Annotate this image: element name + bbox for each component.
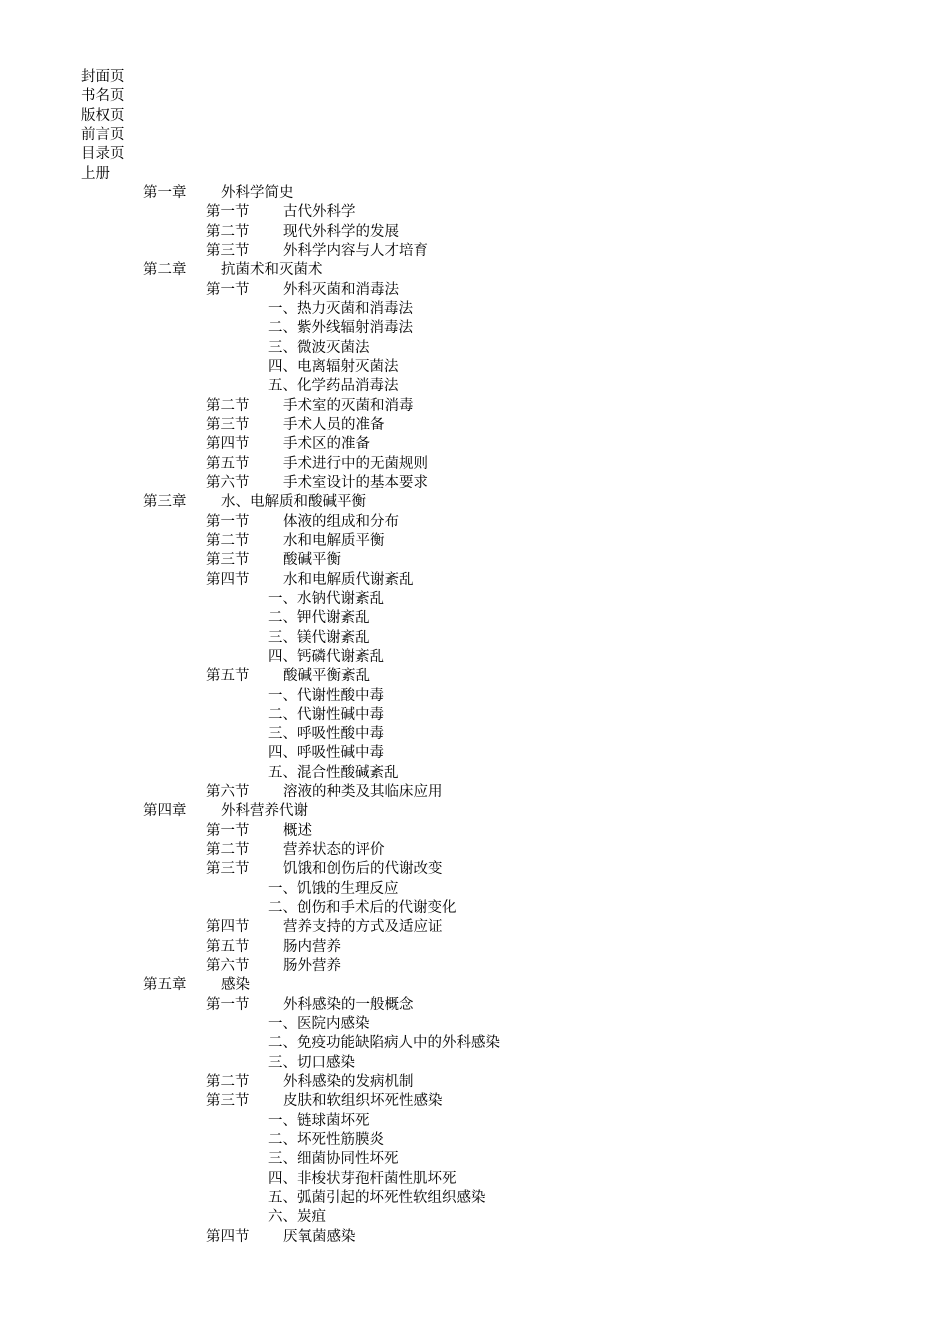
toc-title: 三、呼吸性酸中毒 xyxy=(268,726,384,743)
toc-chapter[interactable] xyxy=(0,261,950,280)
toc-number: 第六节 xyxy=(206,958,250,975)
toc-title: 水和电解质代谢紊乱 xyxy=(283,571,414,588)
toc-front-item[interactable] xyxy=(0,145,950,164)
toc-number: 第二节 xyxy=(206,1074,250,1091)
toc-subsection[interactable] xyxy=(0,648,950,667)
toc-subsection[interactable] xyxy=(0,725,950,744)
toc-subsection[interactable] xyxy=(0,1189,950,1208)
toc-number: 第三节 xyxy=(206,1093,250,1110)
toc-title: 皮肤和软组织坏死性感染 xyxy=(283,1093,443,1110)
toc-section[interactable] xyxy=(0,783,950,802)
toc-title: 现代外科学的发展 xyxy=(283,223,399,240)
toc-title: 外科灭菌和消毒法 xyxy=(283,281,399,298)
toc-number: 第一节 xyxy=(206,204,250,221)
toc-title: 四、呼吸性碱中毒 xyxy=(268,745,384,762)
toc-title: 六、炭疽 xyxy=(268,1209,326,1226)
toc-title: 外科学简史 xyxy=(221,184,294,201)
toc-chapter[interactable] xyxy=(0,184,950,203)
toc-number: 第二章 xyxy=(143,262,187,279)
toc-title: 二、代谢性碱中毒 xyxy=(268,706,384,723)
toc-section[interactable] xyxy=(0,203,950,222)
toc-number: 第六节 xyxy=(206,474,250,491)
toc-subsection[interactable] xyxy=(0,1054,950,1073)
toc-section[interactable] xyxy=(0,667,950,686)
toc-front-item[interactable] xyxy=(0,165,950,184)
toc-title: 四、非梭状芽孢杆菌性肌坏死 xyxy=(268,1170,457,1187)
toc-section[interactable] xyxy=(0,996,950,1015)
toc-front-item[interactable] xyxy=(0,87,950,106)
toc-number: 第二节 xyxy=(206,532,250,549)
toc-title: 前言页 xyxy=(81,126,125,143)
toc-title: 一、医院内感染 xyxy=(268,1016,370,1033)
toc-title: 二、钾代谢紊乱 xyxy=(268,610,370,627)
toc-subsection[interactable] xyxy=(0,629,950,648)
toc-title: 营养支持的方式及适应证 xyxy=(283,919,443,936)
toc-subsection[interactable] xyxy=(0,339,950,358)
toc-number: 第三章 xyxy=(143,494,187,511)
toc-title: 一、水钠代谢紊乱 xyxy=(268,590,384,607)
toc-title: 五、混合性酸碱紊乱 xyxy=(268,764,399,781)
toc-title: 三、微波灭菌法 xyxy=(268,339,370,356)
toc-title: 肠内营养 xyxy=(283,938,341,955)
toc-subsection[interactable] xyxy=(0,590,950,609)
toc-title: 概述 xyxy=(283,822,312,839)
toc-title: 古代外科学 xyxy=(283,204,356,221)
toc-number: 第五章 xyxy=(143,977,187,994)
toc-title: 二、紫外线辐射消毒法 xyxy=(268,320,413,337)
toc-section[interactable] xyxy=(0,860,950,879)
toc-chapter[interactable] xyxy=(0,802,950,821)
toc-title: 体液的组成和分布 xyxy=(283,513,399,530)
toc-title: 酸碱平衡紊乱 xyxy=(283,668,370,685)
toc-subsection[interactable] xyxy=(0,687,950,706)
toc-title: 水和电解质平衡 xyxy=(283,532,385,549)
toc-number: 第三节 xyxy=(206,861,250,878)
toc-title: 二、创伤和手术后的代谢变化 xyxy=(268,900,457,917)
toc-title: 三、细菌协同性坏死 xyxy=(268,1151,399,1168)
toc-title: 书名页 xyxy=(81,88,125,105)
toc-title: 饥饿和创伤后的代谢改变 xyxy=(283,861,443,878)
toc-subsection[interactable] xyxy=(0,319,950,338)
toc-section[interactable] xyxy=(0,1073,950,1092)
toc-title: 厌氧菌感染 xyxy=(283,1228,356,1245)
toc-section[interactable] xyxy=(0,455,950,474)
toc-title: 四、电离辐射灭菌法 xyxy=(268,358,399,375)
toc-title: 五、化学药品消毒法 xyxy=(268,378,399,395)
toc-number: 第一节 xyxy=(206,281,250,298)
toc-subsection[interactable] xyxy=(0,300,950,319)
toc-title: 一、热力灭菌和消毒法 xyxy=(268,300,413,317)
toc-section[interactable] xyxy=(0,416,950,435)
toc-title: 一、链球菌坏死 xyxy=(268,1112,370,1129)
toc-title: 手术室设计的基本要求 xyxy=(283,474,428,491)
toc-section[interactable] xyxy=(0,281,950,300)
toc-title: 酸碱平衡 xyxy=(283,552,341,569)
toc-section[interactable] xyxy=(0,532,950,551)
toc-subsection[interactable] xyxy=(0,744,950,763)
toc-section[interactable] xyxy=(0,1228,950,1247)
toc-subsection[interactable] xyxy=(0,358,950,377)
toc-section[interactable] xyxy=(0,841,950,860)
toc-subsection[interactable] xyxy=(0,764,950,783)
toc-section[interactable] xyxy=(0,397,950,416)
toc-title: 一、代谢性酸中毒 xyxy=(268,687,384,704)
toc-title: 手术区的准备 xyxy=(283,436,370,453)
toc-subsection[interactable] xyxy=(0,1170,950,1189)
toc-title: 上册 xyxy=(81,165,110,182)
toc-front-item[interactable] xyxy=(0,107,950,126)
toc-title: 五、弧菌引起的坏死性软组织感染 xyxy=(268,1190,486,1207)
toc-number: 第五节 xyxy=(206,668,250,685)
toc-title: 水、电解质和酸碱平衡 xyxy=(221,494,366,511)
toc-number: 第四节 xyxy=(206,436,250,453)
toc-number: 第三节 xyxy=(206,416,250,433)
toc-title: 营养状态的评价 xyxy=(283,842,385,859)
toc-section[interactable] xyxy=(0,551,950,570)
toc-title: 手术室的灭菌和消毒 xyxy=(283,397,414,414)
toc-number: 第一章 xyxy=(143,184,187,201)
toc-section[interactable] xyxy=(0,242,950,261)
toc-number: 第二节 xyxy=(206,223,250,240)
toc-title: 手术进行中的无菌规则 xyxy=(283,455,428,472)
toc-number: 第三节 xyxy=(206,242,250,259)
toc-number: 第一节 xyxy=(206,996,250,1013)
toc-title: 二、坏死性筋膜炎 xyxy=(268,1132,384,1149)
toc-section[interactable] xyxy=(0,918,950,937)
table-of-contents xyxy=(0,68,950,1247)
toc-title: 三、镁代谢紊乱 xyxy=(268,629,370,646)
toc-number: 第一节 xyxy=(206,822,250,839)
toc-section[interactable] xyxy=(0,223,950,242)
toc-subsection[interactable] xyxy=(0,1112,950,1131)
toc-title: 手术人员的准备 xyxy=(283,416,385,433)
toc-title: 三、切口感染 xyxy=(268,1054,355,1071)
toc-number: 第二节 xyxy=(206,397,250,414)
toc-subsection[interactable] xyxy=(0,1131,950,1150)
toc-section[interactable] xyxy=(0,957,950,976)
toc-title: 二、免疫功能缺陷病人中的外科感染 xyxy=(268,1035,500,1052)
toc-number: 第二节 xyxy=(206,842,250,859)
toc-title: 感染 xyxy=(221,977,250,994)
toc-subsection[interactable] xyxy=(0,1034,950,1053)
toc-front-item[interactable] xyxy=(0,126,950,145)
toc-section[interactable] xyxy=(0,1092,950,1111)
toc-subsection[interactable] xyxy=(0,899,950,918)
toc-number: 第五节 xyxy=(206,938,250,955)
toc-title: 抗菌术和灭菌术 xyxy=(221,262,323,279)
toc-subsection[interactable] xyxy=(0,377,950,396)
toc-subsection[interactable] xyxy=(0,1015,950,1034)
toc-title: 目录页 xyxy=(81,146,125,163)
toc-title: 外科感染的发病机制 xyxy=(283,1074,414,1091)
toc-title: 外科营养代谢 xyxy=(221,803,308,820)
toc-number: 第六节 xyxy=(206,784,250,801)
toc-chapter[interactable] xyxy=(0,976,950,995)
toc-number: 第一节 xyxy=(206,513,250,530)
toc-title: 外科感染的一般概念 xyxy=(283,996,414,1013)
toc-title: 肠外营养 xyxy=(283,958,341,975)
toc-section[interactable] xyxy=(0,474,950,493)
toc-section[interactable] xyxy=(0,435,950,454)
toc-subsection[interactable] xyxy=(0,880,950,899)
toc-title: 版权页 xyxy=(81,107,125,124)
toc-number: 第四章 xyxy=(143,803,187,820)
toc-subsection[interactable] xyxy=(0,609,950,628)
toc-subsection[interactable] xyxy=(0,1150,950,1169)
toc-title: 外科学内容与人才培育 xyxy=(283,242,428,259)
toc-subsection[interactable] xyxy=(0,706,950,725)
toc-title: 封面页 xyxy=(81,69,125,85)
toc-title: 四、钙磷代谢紊乱 xyxy=(268,648,384,665)
toc-section[interactable] xyxy=(0,822,950,841)
toc-number: 第三节 xyxy=(206,552,250,569)
toc-number: 第四节 xyxy=(206,1228,250,1245)
toc-number: 第四节 xyxy=(206,919,250,936)
toc-section[interactable] xyxy=(0,513,950,532)
toc-title: 一、饥饿的生理反应 xyxy=(268,880,399,897)
toc-subsection[interactable] xyxy=(0,1208,950,1227)
toc-number: 第五节 xyxy=(206,455,250,472)
toc-chapter[interactable] xyxy=(0,493,950,512)
toc-front-item[interactable] xyxy=(0,68,950,87)
toc-title: 溶液的种类及其临床应用 xyxy=(283,784,443,801)
toc-section[interactable] xyxy=(0,571,950,590)
toc-number: 第四节 xyxy=(206,571,250,588)
toc-section[interactable] xyxy=(0,938,950,957)
